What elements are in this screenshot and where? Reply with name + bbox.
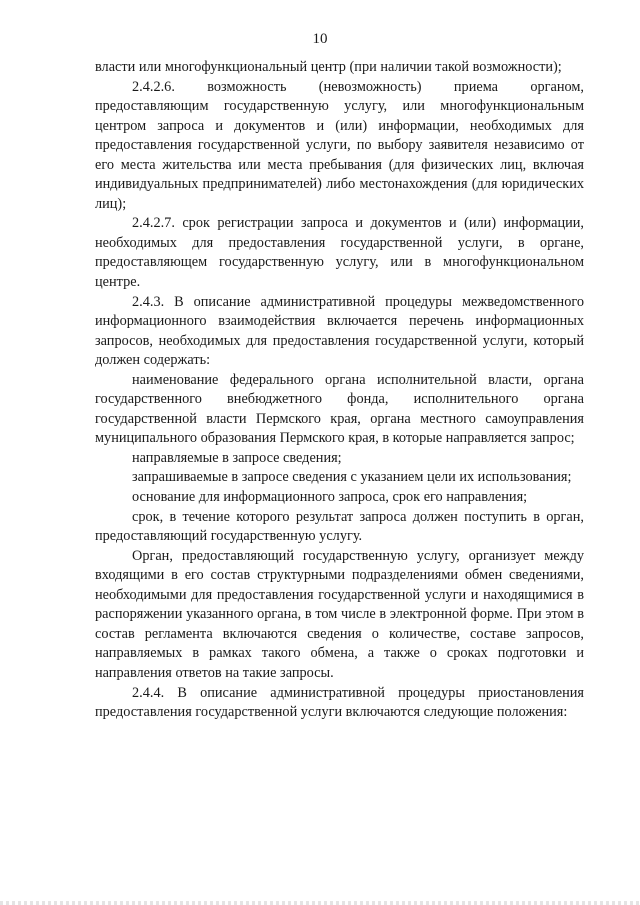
paragraph-2-4-2-6: 2.4.2.6. возможность (невозможность) приема органом, предоставляющим государственную услугу, или многофункциональным центром запроса и документов и (или) информации, необходимых для предоставления государственной услуги, по выбору заявителя независимо от его места жительства или места пребывания (для физических лиц, включая индивидуальных предпринимателей) либо местонахождения (для юридических лиц); <box>95 78 584 212</box>
paragraph-internal-exchange: Орган, предоставляющий государственную услугу, организует между входящими в его состав структурными подразделениями обмен сведениями, необходимыми для предоставления государственной услуги и находящимися в распоряжении указанного органа, в том числе в электронной форме. При этом в состав регламента включаются сведения о количестве, составе запросов, направляемых в рамках такого обмена, а также о сроках подготовки и направления ответов на такие запросы. <box>95 547 584 681</box>
paragraph-2-4-3: 2.4.3. В описание административной процедуры межведомственного информационного взаимодействия включается перечень информационных запросов, необходимых для предоставления государственной услуги, который должен содержать: <box>95 293 584 369</box>
list-item-sent-info: направляемые в запросе сведения; <box>132 449 342 466</box>
paragraph-2-4-4: 2.4.4. В описание административной процедуры приостановления предоставления государственной услуги включаются следующие положения: <box>95 684 584 721</box>
paragraph-2-4-2-7: 2.4.2.7. срок регистрации запроса и документов и (или) информации, необходимых для предоставления государственной услуги, в органе, предоставляющем государственную услугу, или в многофункциональном центре. <box>95 215 584 291</box>
scan-bottom-edge <box>0 901 640 905</box>
list-item-result-deadline: срок, в течение которого результат запроса должен поступить в орган, предоставляющий государственную услугу. <box>95 508 584 545</box>
document-body <box>95 58 584 723</box>
page-number: 10 <box>312 31 328 47</box>
list-item-requested-info: запрашиваемые в запросе сведения с указанием цели их использования; <box>132 469 572 486</box>
list-item-request-basis: основание для информационного запроса, срок его направления; <box>132 489 528 506</box>
list-item-agency-name: наименование федерального органа исполнительной власти, органа государственного внебюджетного фонда, исполнительного органа государственной власти Пермского края, органа местного самоуправления муниципального образования Пермского края, в которые направляется запрос; <box>95 371 584 447</box>
paragraph-continuation: власти или многофункциональный центр (при наличии такой возможности); <box>95 59 562 75</box>
